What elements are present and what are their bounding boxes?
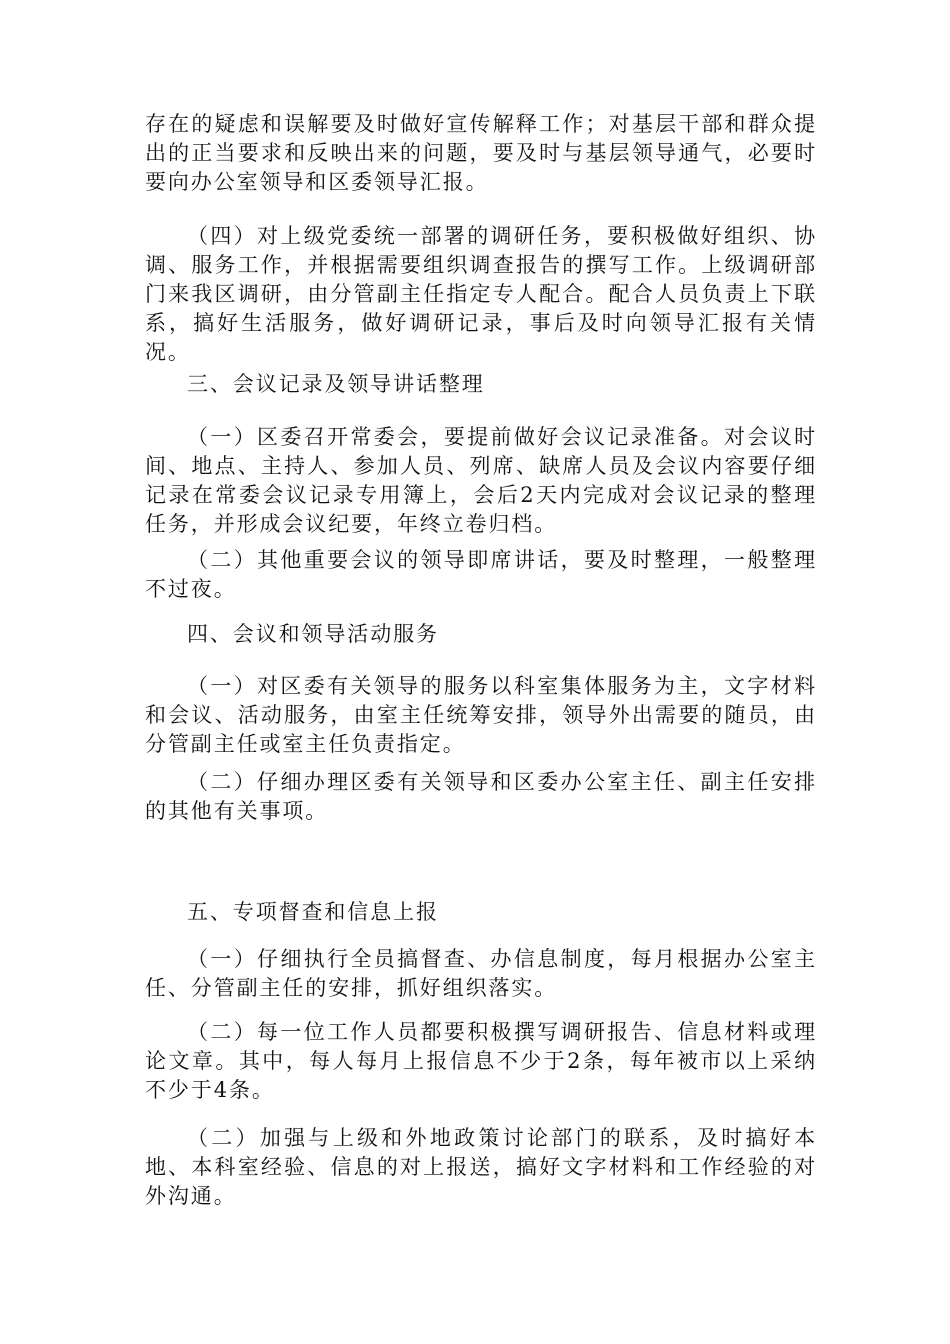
paragraph-3-1: （一）区委召开常委会，要提前做好会议记录准备。对会议时间、地点、主持人、参加人员、列席、缺席人员及会议内容要仔细记录在常委会议记录专用簿上，会后2天内完成对会议记录的整理任务，并形成会议纪要，年终立卷归档。 <box>145 425 817 536</box>
paragraph-5-1: （一）仔细执行全员搞督查、办信息制度，每月根据办公室主任、分管副主任的安排，抓好组织落实。 <box>145 947 817 1000</box>
paragraph-item-4: （四）对上级党委统一部署的调研任务，要积极做好组织、协调、服务工作，并根据需要组织调查报告的撰写工作。上级调研部门来我区调研，由分管副主任指定专人配合。配合人员负责上下联系，搞好生活服务，做好调研记录，事后及时向领导汇报有关情况。 <box>145 224 817 364</box>
paragraph-4-1: （一）对区委有关领导的服务以科室集体服务为主，文字材料和会议、活动服务，由室主任统筹安排，领导外出需要的随员，由分管副主任或室主任负责指定。 <box>145 674 817 756</box>
paragraph-3-2: （二）其他重要会议的领导即席讲话，要及时整理，一般整理不过夜。 <box>145 548 817 601</box>
section-heading-4: 四、会议和领导活动服务 <box>187 622 439 646</box>
paragraph-5-3: （二）加强与上级和外地政策讨论部门的联系，及时搞好本地、本科室经验、信息的对上报送，搞好文字材料和工作经验的对外沟通。 <box>145 1126 817 1208</box>
section-heading-5: 五、专项督查和信息上报 <box>187 900 439 924</box>
paragraph-continuation: 存在的疑虑和误解要及时做好宣传解释工作；对基层干部和群众提出的正当要求和反映出来的问题，要及时与基层领导通气，必要时要向办公室领导和区委领导汇报。 <box>145 112 817 194</box>
paragraph-4-2: （二）仔细办理区委有关领导和区委办公室主任、副主任安排的其他有关事项。 <box>145 770 817 823</box>
paragraph-5-2: （二）每一位工作人员都要积极撰写调研报告、信息材料或理论文章。其中，每人每月上报信息不少于2条，每年被市以上采纳不少于4条。 <box>145 1020 817 1102</box>
section-heading-3: 三、会议记录及领导讲话整理 <box>187 372 485 396</box>
